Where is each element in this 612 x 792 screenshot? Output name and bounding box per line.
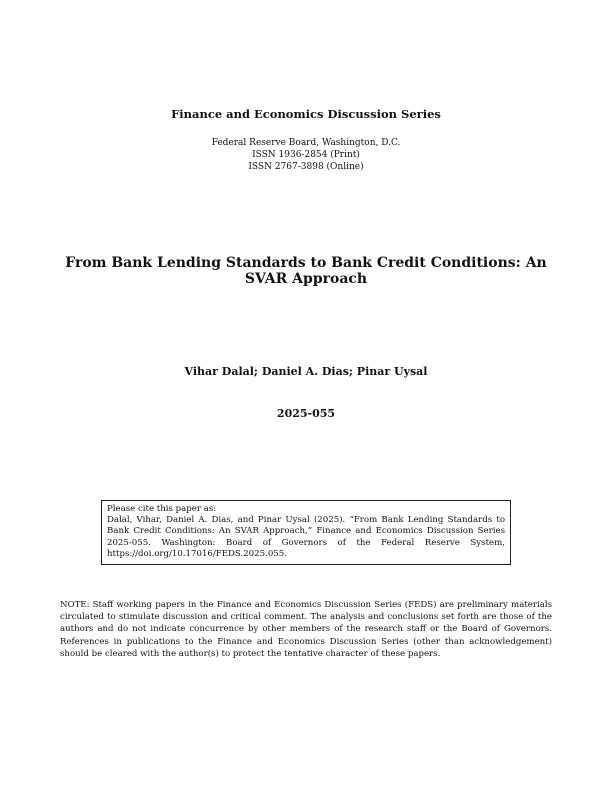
publisher-block	[0, 137, 612, 173]
paper-authors: Vihar Dalal; Daniel A. Dias; Pinar Uysal	[184, 365, 428, 378]
disclaimer-note: NOTE: Staff working papers in the Finance and Economics Discussion Series (FEDS) are preliminary materials circulated to stimulate discussion and critical comment. The analysis and conclusions set forth are those of the authors and do not indicate concurrence by other members of the research staff or the Board of Governors. References in publications to the Finance and Economics Discussion Series (other than acknowledgement) should be cleared with the author(s) to protect the tentative character of these papers.	[60, 600, 552, 659]
issn-online: ISSN 2767-3898 (Online)	[248, 162, 364, 172]
paper-number: 2025-055	[276, 407, 336, 420]
series-title: Finance and Economics Discussion Series	[171, 107, 441, 121]
citation-text: Dalal, Vihar, Daniel A. Dias, and Pinar Uysal (2025). “From Bank Lending Standards to Bank Credit Conditions: An SVAR Approach,” Finance and Economics Discussion Series 2025-055. Washington: Board of Governors of the Federal Reserve System, https://doi.org/10.17016/FEDS.2025.055.	[107, 515, 505, 559]
issn-print: ISSN 1936-2854 (Print)	[252, 150, 360, 160]
publisher-line: Federal Reserve Board, Washington, D.C.	[211, 138, 401, 148]
citation-box	[101, 500, 511, 565]
citation-intro: Please cite this paper as:	[107, 504, 217, 514]
paper-title: From Bank Lending Standards to Bank Credit Conditions: An SVAR Approach	[65, 255, 547, 287]
